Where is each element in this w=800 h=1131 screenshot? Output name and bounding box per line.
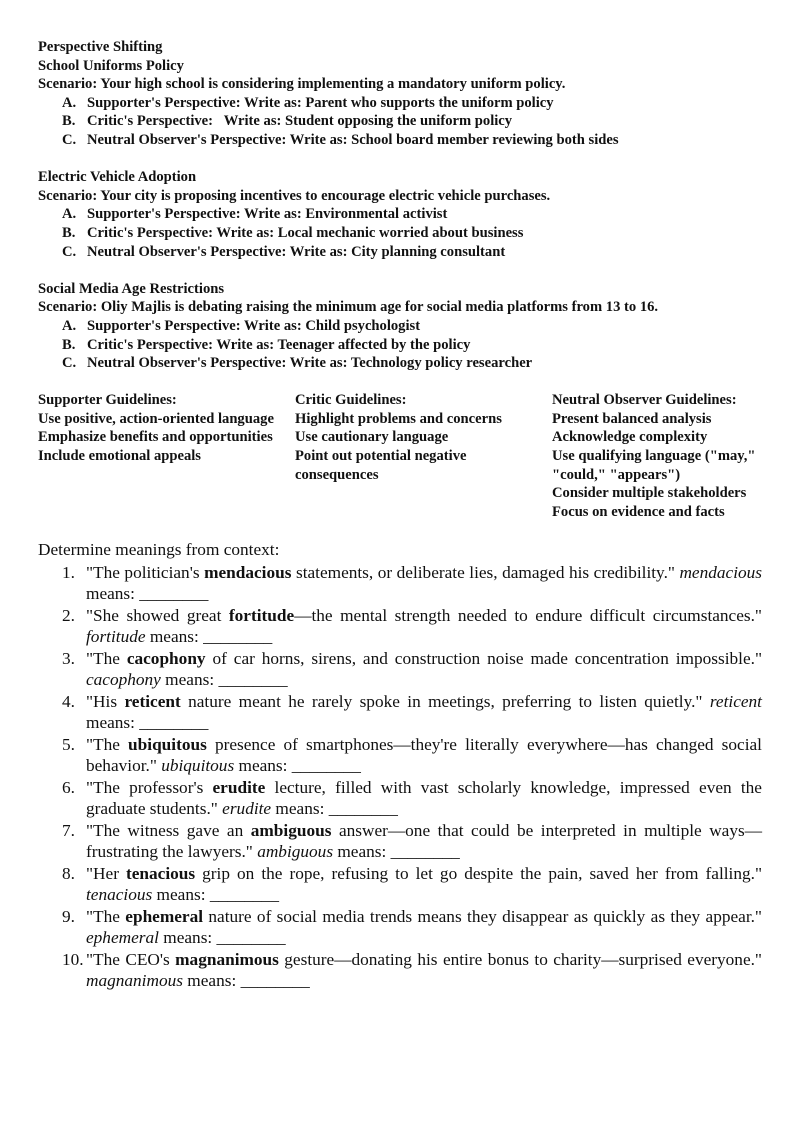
vocab-item xyxy=(38,562,762,605)
sentence-text: nature of social media trends means they disappear as quickly as they appear." xyxy=(203,906,762,926)
sentence-text: nature meant he rarely spoke in meetings, preferring to listen quietly." xyxy=(180,691,710,711)
vocab-word: reticent xyxy=(124,691,181,711)
answer-blank[interactable]: ________ xyxy=(209,885,279,905)
option-text: Supporter's Perspective: Write as: Environmental activist xyxy=(87,206,448,223)
critic-guidelines xyxy=(295,391,552,521)
guideline-item: Point out potential negative consequences xyxy=(295,448,467,483)
answer-blank[interactable]: ________ xyxy=(240,971,310,991)
vocab-word-italic: erudite xyxy=(222,799,272,819)
vocab-word: erudite xyxy=(212,777,266,797)
answer-blank[interactable]: ________ xyxy=(328,799,398,819)
answer-blank[interactable]: ________ xyxy=(139,584,209,604)
sentence-text: "The xyxy=(86,906,126,926)
option-letter: A. xyxy=(62,94,77,111)
guideline-item: Use cautionary language xyxy=(295,429,449,446)
vocab-number: 4. xyxy=(62,691,75,711)
guideline-item: Acknowledge complexity xyxy=(552,429,708,446)
option-letter: B. xyxy=(62,224,76,241)
sentence-text: presence of smartphones—they're literally everywhere—has changed social behavior." xyxy=(86,734,762,776)
sentence-text: "His xyxy=(86,691,125,711)
sentence-text: "The CEO's xyxy=(86,949,176,969)
option-letter: A. xyxy=(62,317,77,334)
means-label: means: xyxy=(86,713,140,733)
vocab-number: 10. xyxy=(62,949,84,969)
vocab-word: fortitude xyxy=(228,605,295,625)
sentence-text: gesture—donating his entire bonus to charity—surprised everyone." xyxy=(278,949,762,969)
vocab-word: ephemeral xyxy=(125,906,204,926)
vocab-sentence xyxy=(86,734,762,777)
guideline-title: Neutral Observer Guidelines: xyxy=(552,392,737,409)
means-label: means: xyxy=(152,885,210,905)
list-item xyxy=(62,94,762,113)
vocab-sentence xyxy=(86,949,762,992)
sentence-text: of car horns, sirens, and construction noise made concentration impossible." xyxy=(205,648,762,668)
perspective-list xyxy=(38,94,762,150)
means-label: means: xyxy=(145,627,204,647)
sentence-text: "Her xyxy=(86,863,126,883)
vocab-word-italic: ephemeral xyxy=(86,928,159,948)
guideline-item: Use positive, action-oriented language xyxy=(38,410,274,427)
sentence-text: grip on the rope, refusing to let go despite the pain, saved her from falling." xyxy=(195,863,763,883)
vocab-item xyxy=(38,734,762,777)
list-item xyxy=(62,131,762,150)
list-item xyxy=(62,224,762,243)
guideline-item: Use qualifying language ("may," "could," "appears") xyxy=(552,448,756,483)
scenario-school-uniforms xyxy=(38,57,762,150)
guideline-title: Supporter Guidelines: xyxy=(38,392,177,409)
sentence-text: "The politician's xyxy=(86,562,205,582)
sentence-text: statements, or deliberate lies, damaged his credibility." xyxy=(291,562,680,582)
guideline-item: Present balanced analysis xyxy=(552,410,712,427)
vocab-word-italic: ubiquitous xyxy=(161,756,235,776)
means-label: means: xyxy=(160,670,219,690)
list-item xyxy=(62,354,762,373)
vocab-word: ambiguous xyxy=(250,820,332,840)
vocab-word-italic: fortitude xyxy=(86,627,146,647)
option-text: Neutral Observer's Perspective: Write as: Technology policy researcher xyxy=(87,355,533,372)
vocabulary-list xyxy=(38,562,762,992)
vocab-item xyxy=(38,605,762,648)
guideline-item: Consider multiple stakeholders xyxy=(552,485,747,502)
answer-blank[interactable]: ________ xyxy=(216,928,286,948)
vocab-number: 7. xyxy=(62,820,75,840)
vocab-item xyxy=(38,906,762,949)
option-letter: A. xyxy=(62,206,77,223)
sentence-text: "The xyxy=(86,734,129,754)
sentence-text: answer—one that could be interpreted in multiple ways—frustrating the lawyers." xyxy=(86,820,762,862)
scenario-title: Electric Vehicle Adoption xyxy=(38,169,197,186)
means-label: means: xyxy=(271,799,329,819)
vocab-number: 6. xyxy=(62,777,75,797)
vocab-number: 9. xyxy=(62,906,75,926)
vocabulary-section xyxy=(38,539,762,992)
vocab-item xyxy=(38,820,762,863)
vocab-word-italic: ambiguous xyxy=(257,842,334,862)
vocab-sentence xyxy=(86,648,762,691)
option-letter: C. xyxy=(62,131,77,148)
vocab-sentence xyxy=(86,820,762,863)
list-item xyxy=(62,317,762,336)
guideline-item: Highlight problems and concerns xyxy=(295,410,502,427)
vocab-sentence xyxy=(86,562,762,605)
answer-blank[interactable]: ________ xyxy=(390,842,460,862)
scenario-description: Scenario: Oliy Majlis is debating raising the minimum age for social media platforms from 13 to 16. xyxy=(38,299,659,316)
guideline-title: Critic Guidelines: xyxy=(295,392,407,409)
vocab-sentence xyxy=(86,691,762,734)
neutral-guidelines xyxy=(552,391,762,521)
option-text: Neutral Observer's Perspective: Write as: School board member reviewing both sides xyxy=(87,131,619,148)
vocab-word: tenacious xyxy=(126,863,196,883)
option-text: Supporter's Perspective: Write as: Child psychologist xyxy=(87,317,421,334)
vocab-number: 5. xyxy=(62,734,75,754)
option-text: Neutral Observer's Perspective: Write as: City planning consultant xyxy=(87,243,506,260)
scenario-title: Social Media Age Restrictions xyxy=(38,280,225,297)
sentence-text: —the mental strength needed to endure difficult circumstances." xyxy=(294,605,762,625)
vocab-number: 3. xyxy=(62,648,75,668)
sentence-text: lecture, filled with vast scholarly knowledge, impressed even the graduate students." xyxy=(86,777,762,819)
option-letter: C. xyxy=(62,355,77,372)
vocab-item xyxy=(38,691,762,734)
vocab-word: magnanimous xyxy=(175,949,279,969)
list-item xyxy=(62,205,762,224)
answer-blank[interactable]: ________ xyxy=(139,713,209,733)
perspective-list xyxy=(38,317,762,373)
vocab-word: cacophony xyxy=(126,648,206,668)
sentence-text: "She showed great xyxy=(86,605,229,625)
guideline-item: Include emotional appeals xyxy=(38,448,201,465)
answer-blank[interactable]: ________ xyxy=(203,627,273,647)
vocab-word: ubiquitous xyxy=(128,734,207,754)
worksheet-heading: Perspective Shifting xyxy=(38,39,163,55)
scenario-description: Scenario: Your high school is considering implementing a mandatory uniform policy. xyxy=(38,76,566,93)
vocab-number: 1. xyxy=(62,562,75,582)
vocab-word-italic: magnanimous xyxy=(86,971,183,991)
vocab-sentence xyxy=(86,777,762,820)
vocabulary-instructions: Determine meanings from context: xyxy=(38,540,280,560)
vocab-item xyxy=(38,863,762,906)
vocab-item xyxy=(38,949,762,992)
option-text: Critic's Perspective: Write as: Teenager affected by the policy xyxy=(87,336,471,353)
means-label: means: xyxy=(182,971,241,991)
scenario-description: Scenario: Your city is proposing incentives to encourage electric vehicle purchases. xyxy=(38,187,551,204)
answer-blank[interactable]: ________ xyxy=(218,670,288,690)
vocab-number: 2. xyxy=(62,605,75,625)
scenario-title: School Uniforms Policy xyxy=(38,57,184,74)
vocab-word-italic: reticent xyxy=(709,691,762,711)
list-item xyxy=(62,243,762,262)
vocab-item xyxy=(38,777,762,820)
sentence-text: "The professor's xyxy=(86,777,213,797)
list-item xyxy=(62,112,762,131)
means-label: means: xyxy=(333,842,391,862)
means-label: means: xyxy=(158,928,217,948)
guideline-item: Emphasize benefits and opportunities xyxy=(38,429,273,446)
answer-blank[interactable]: ________ xyxy=(291,756,361,776)
guidelines-table xyxy=(38,391,762,521)
scenario-social-media xyxy=(38,280,762,373)
vocab-number: 8. xyxy=(62,863,75,883)
guideline-item: Focus on evidence and facts xyxy=(552,503,725,520)
scenario-electric-vehicle xyxy=(38,168,762,261)
sentence-text: "The xyxy=(86,648,127,668)
sentence-text: "The witness gave an xyxy=(86,820,251,840)
option-text: Critic's Perspective: Write as: Student opposing the uniform policy xyxy=(87,113,513,130)
vocab-word-italic: tenacious xyxy=(86,885,153,905)
vocab-sentence xyxy=(86,863,762,906)
vocab-word: mendacious xyxy=(204,562,292,582)
option-text: Critic's Perspective: Write as: Local mechanic worried about business xyxy=(87,224,524,241)
list-item xyxy=(62,336,762,355)
vocab-word-italic: mendacious xyxy=(679,562,763,582)
means-label: means: xyxy=(86,584,140,604)
option-letter: B. xyxy=(62,336,76,353)
vocab-sentence xyxy=(86,906,762,949)
vocab-sentence xyxy=(86,605,762,648)
perspective-list xyxy=(38,205,762,261)
vocab-item xyxy=(38,648,762,691)
option-letter: B. xyxy=(62,113,76,130)
means-label: means: xyxy=(234,756,292,776)
option-text: Supporter's Perspective: Write as: Parent who supports the uniform policy xyxy=(87,94,554,111)
option-letter: C. xyxy=(62,243,77,260)
supporter-guidelines xyxy=(38,391,295,521)
vocab-word-italic: cacophony xyxy=(86,670,161,690)
